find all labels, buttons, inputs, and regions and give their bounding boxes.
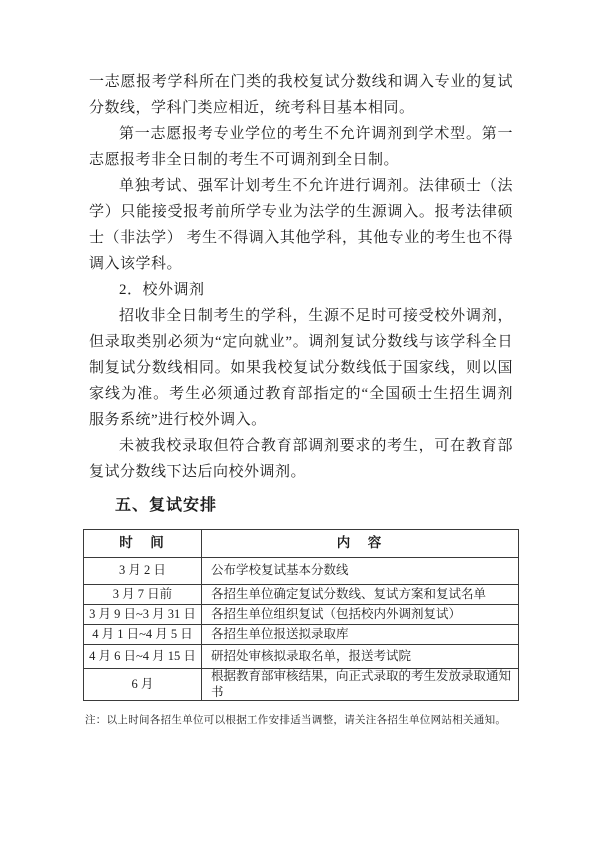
- table-row: [84, 585, 519, 605]
- table-row: [84, 625, 519, 645]
- paragraph: 一志愿报考学科所在门类的我校复试分数线和调入专业的复试分数线，学科门类应相近，统考科目基本相同。: [89, 74, 513, 116]
- table-header-row: [84, 530, 519, 558]
- time-cell: 4 月 1 日~4 月 5 日: [84, 625, 202, 645]
- time-cell: 4 月 6 日~4 月 15 日: [84, 645, 202, 669]
- content-cell: 各招生单位确定复试分数线、复试方案和复试名单: [202, 585, 519, 605]
- column-header-content: 内 容: [202, 530, 519, 558]
- schedule-table: [83, 529, 519, 701]
- time-cell: 3 月 2 日: [84, 558, 202, 585]
- column-header-time: 时 间: [84, 530, 202, 558]
- paragraph: 2．校外调剂: [119, 282, 205, 298]
- time-cell: 6 月: [84, 669, 202, 701]
- content-cell: 各招生单位组织复试（包括校内外调剂复试）: [202, 605, 519, 625]
- content-cell: 根据教育部审核结果，向正式录取的考生发放录取通知书: [202, 669, 519, 701]
- paragraph: 第一志愿报考专业学位的考生不允许调剂到学术型。第一志愿报考非全日制的考生不可调剂到全日制。: [89, 126, 513, 168]
- table-row: [84, 669, 519, 701]
- table-row: [84, 558, 519, 585]
- table-row: [84, 645, 519, 669]
- content-cell: 各招生单位报送拟录取库: [202, 625, 519, 645]
- content-cell: 公布学校复试基本分数线: [202, 558, 519, 585]
- footnote: 注：以上时间各招生单位可以根据工作安排适当调整，请关注各招生单位网站相关通知。: [85, 715, 507, 727]
- paragraph: 招收非全日制考生的学科，生源不足时可接受校外调剂，但录取类别必须为“定向就业”。调剂复试分数线与该学科全日制复试分数线相同。如果我校复试分数线低于国家线，则以国家线为准。考生必须通过教育部指定的“全国硕士生招生调剂服务系统”进行校外调入。: [89, 308, 513, 428]
- time-cell: 3 月 9 日~3 月 31 日: [84, 605, 202, 625]
- body-text: [89, 69, 513, 485]
- page-content: [85, 69, 513, 728]
- time-cell: 3 月 7 日前: [84, 585, 202, 605]
- paragraph: 未被我校录取但符合教育部调剂要求的考生，可在教育部复试分数线下达后向校外调剂。: [89, 438, 513, 480]
- table-row: [84, 605, 519, 625]
- paragraph: 单独考试、强军计划考生不允许进行调剂。法律硕士（法学）只能接受报考前所学专业为法学的生源调入。报考法律硕士（非法学） 考生不得调入其他学科，其他专业的考生也不得调入该学科。: [89, 178, 513, 272]
- content-cell: 研招处审核拟录取名单，报送考试院: [202, 645, 519, 669]
- section-heading: 五、复试安排: [115, 497, 218, 514]
